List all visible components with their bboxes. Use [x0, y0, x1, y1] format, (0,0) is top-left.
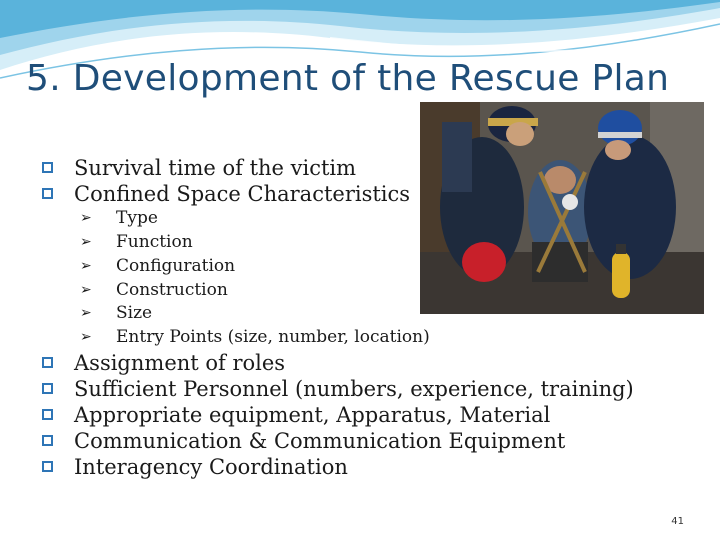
list-item [42, 403, 550, 427]
checkbox-bullet-icon [42, 188, 53, 199]
list-item-label: Communication & Communication Equipment [74, 429, 566, 453]
sub-list-item-label: Size [116, 303, 153, 323]
sub-list-item [80, 327, 430, 347]
sub-list-item [80, 256, 235, 276]
sub-list-item [80, 232, 193, 252]
sub-list-item-label: Type [116, 208, 158, 228]
page-number: 41 [671, 516, 684, 527]
list-item-label: Survival time of the victim [74, 156, 357, 180]
sub-list-item-label: Function [116, 232, 193, 252]
checkbox-bullet-icon [42, 383, 53, 394]
list-item [42, 455, 348, 479]
checkbox-bullet-icon [42, 461, 53, 472]
rescue-team-photo [420, 102, 704, 314]
sub-list-item [80, 280, 228, 300]
arrow-bullet-icon: ➢ [80, 305, 92, 321]
arrow-bullet-icon: ➢ [80, 210, 92, 226]
arrow-bullet-icon: ➢ [80, 329, 92, 345]
list-item-label: Assignment of roles [74, 351, 286, 375]
arrow-bullet-icon: ➢ [80, 282, 92, 298]
sub-list-item-label: Configuration [116, 256, 236, 276]
list-item [42, 182, 410, 206]
sub-list-item [80, 208, 158, 228]
checkbox-bullet-icon [42, 162, 53, 173]
arrow-bullet-icon: ➢ [80, 234, 92, 250]
list-item-label: Sufficient Personnel (numbers, experience, training) [74, 377, 634, 401]
sub-list-item [80, 303, 152, 323]
checkbox-bullet-icon [42, 409, 53, 420]
list-item-label: Interagency Coordination [74, 455, 348, 479]
checkbox-bullet-icon [42, 357, 53, 368]
list-item-label: Confined Space Characteristics [74, 182, 411, 206]
list-item [42, 377, 634, 401]
list-item [42, 351, 285, 375]
checkbox-bullet-icon [42, 435, 53, 446]
slide-title: 5. Development of the Rescue Plan [26, 58, 670, 99]
list-item-label: Appropriate equipment, Apparatus, Material [74, 403, 551, 427]
list-item [42, 156, 356, 180]
list-item [42, 429, 565, 453]
sub-list-item-label: Entry Points (size, number, location) [116, 327, 430, 347]
sub-list-item-label: Construction [116, 280, 228, 300]
arrow-bullet-icon: ➢ [80, 258, 92, 274]
